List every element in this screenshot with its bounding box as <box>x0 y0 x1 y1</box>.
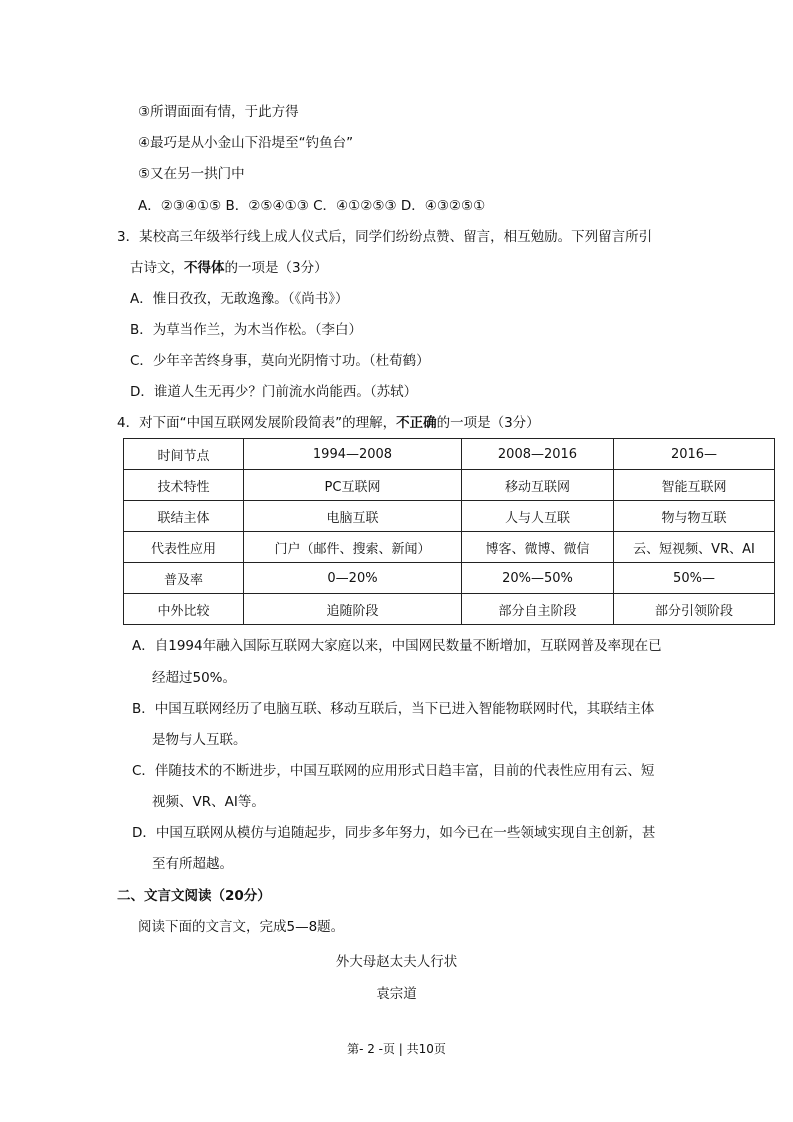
table-cell: 普及率 <box>124 563 244 594</box>
table-row <box>124 470 775 501</box>
q4-option-a-line1: A．自1994年融入国际互联网大家庭以来，中国网民数量不断增加，互联网普及率现在已 <box>132 638 662 654</box>
table-cell: 时间节点 <box>124 439 244 470</box>
q4-stem-post: 的一项是（3分） <box>436 415 540 431</box>
table-cell: 智能互联网 <box>614 470 775 501</box>
table-cell: 20%—50% <box>462 563 614 594</box>
table-cell: 移动互联网 <box>462 470 614 501</box>
q4-stem <box>117 414 540 432</box>
q3-stem-line1: 3．某校高三年级举行线上成人仪式后，同学们纷纷点赞、留言，相互勉励。下列留言所引 <box>117 229 653 245</box>
table-cell: 门户（邮件、搜索、新闻） <box>244 532 462 563</box>
q4-option-b-line2: 是物与人互联。 <box>152 732 247 748</box>
q3-option-a: A．惟日孜孜，无敢逸豫。（《尚书》） <box>130 291 349 307</box>
table-cell: PC互联网 <box>244 470 462 501</box>
table-cell: 中外比较 <box>124 594 244 625</box>
table-row <box>124 501 775 532</box>
table-cell: 2008—2016 <box>462 439 614 470</box>
q4-option-c-line1: C．伴随技术的不断进步，中国互联网的应用形式日趋丰富，目前的代表性应用有云、短 <box>132 763 655 779</box>
table-cell: 追随阶段 <box>244 594 462 625</box>
q4-option-a-line2: 经超过50%。 <box>152 670 237 686</box>
q3-option-b: B．为草当作兰，为木当作松。（李白） <box>130 322 363 338</box>
page-footer: 第- 2 -页 | 共10页 <box>347 1042 446 1056</box>
q4-option-d-line1: D．中国互联网从模仿与追随起步，同步多年努力，如今已在一些领域实现自主创新，甚 <box>132 825 656 841</box>
table-cell: 部分引领阶段 <box>614 594 775 625</box>
q2-item-3: ③所谓面面有情，于此方得 <box>138 104 299 120</box>
table-cell: 0—20% <box>244 563 462 594</box>
table-cell: 电脑互联 <box>244 501 462 532</box>
table-cell: 2016— <box>614 439 775 470</box>
q4-option-b-line1: B．中国互联网经历了电脑互联、移动互联后，当下已进入智能物联网时代，其联结主体 <box>132 701 655 717</box>
q4-stem-emphasis: 不正确 <box>396 415 437 431</box>
table-cell: 博客、微博、微信 <box>462 532 614 563</box>
table-cell: 50%— <box>614 563 775 594</box>
table-cell: 云、短视频、VR、AI <box>614 532 775 563</box>
passage-title: 外大母赵太夫人行状 <box>335 954 458 970</box>
q4-stem-pre: 4．对下面“中国互联网发展阶段简表”的理解， <box>117 415 397 431</box>
table-cell: 1994—2008 <box>244 439 462 470</box>
q3-stem-line2 <box>130 259 328 277</box>
section-heading: 二、文言文阅读（20分） <box>117 888 271 904</box>
q3-stem-post: 的一项是（3分） <box>224 260 328 276</box>
table-row <box>124 594 775 625</box>
q2-options: A．②③④①⑤ B．②⑤④①③ C．④①②⑤③ D．④③②⑤① <box>138 198 486 214</box>
q3-stem-emphasis: 不得体 <box>184 260 225 276</box>
q3-stem-pre: 古诗文， <box>130 260 184 276</box>
table-cell: 代表性应用 <box>124 532 244 563</box>
table-row <box>124 532 775 563</box>
table-cell: 部分自主阶段 <box>462 594 614 625</box>
table-row <box>124 439 775 470</box>
passage-author: 袁宗道 <box>376 986 417 1002</box>
q2-item-5: ⑤又在另一拱门中 <box>138 166 245 182</box>
q4-option-c-line2: 视频、VR、AI等。 <box>152 794 265 810</box>
q2-item-4: ④最巧是从小金山下沿堤至“钓鱼台” <box>138 135 354 151</box>
table-cell: 联结主体 <box>124 501 244 532</box>
internet-stage-table <box>123 438 775 625</box>
table-cell: 物与物互联 <box>614 501 775 532</box>
q3-option-c: C．少年辛苦终身事，莫向光阴惰寸功。（杜荀鹤） <box>130 353 430 369</box>
q4-option-d-line2: 至有所超越。 <box>152 856 233 872</box>
q3-option-d: D．谁道人生无再少？门前流水尚能西。（苏轼） <box>130 384 418 400</box>
section-intro: 阅读下面的文言文，完成5—8题。 <box>138 919 345 935</box>
table-cell: 人与人互联 <box>462 501 614 532</box>
table-cell: 技术特性 <box>124 470 244 501</box>
table-row <box>124 563 775 594</box>
